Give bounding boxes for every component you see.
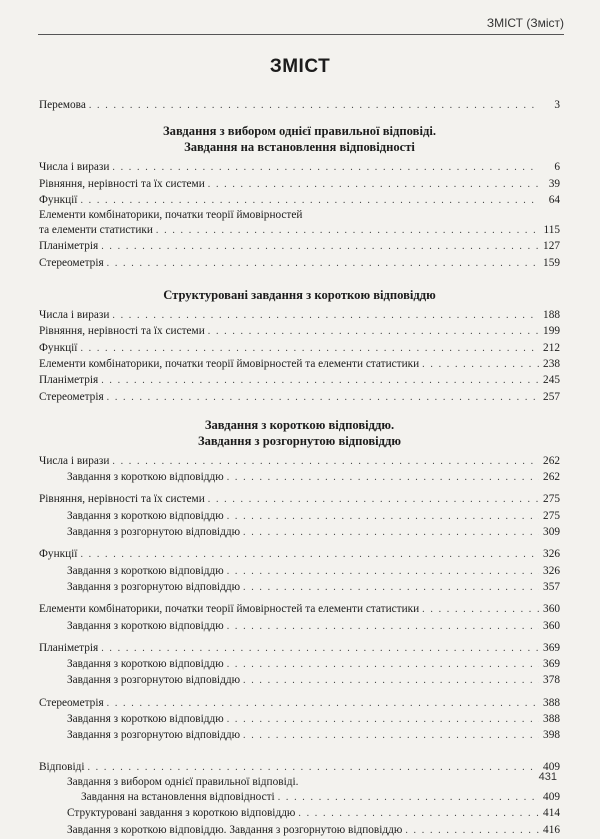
toc-entry-label: Планіметрія [39, 374, 99, 387]
leader-dots [243, 673, 539, 689]
toc-entry-page: 212 [543, 341, 560, 354]
toc-entry-label: Завдання з вибором однієї правильної відповіді. [67, 775, 299, 788]
leader-dots [80, 547, 539, 563]
leader-dots [107, 696, 539, 712]
toc-entry-label: Елементи комбінаторики, початки теорії ймовірностей та елементи статистики [39, 357, 420, 370]
leader-dots [405, 823, 539, 839]
toc-entry-page: 409 [543, 760, 560, 773]
toc-entry[interactable] [39, 238, 560, 254]
toc-entry-page: 326 [543, 564, 560, 577]
toc-entry-page: 360 [543, 619, 560, 632]
toc-entry-label: Завдання з короткою відповіддю [67, 564, 224, 577]
toc-entry[interactable] [39, 159, 560, 175]
toc-entry-page: 115 [543, 224, 560, 237]
toc-entry-label: Відповіді [39, 760, 85, 773]
leader-dots [101, 239, 539, 255]
table-of-contents [39, 97, 560, 838]
toc-entry[interactable] [39, 546, 560, 562]
toc-entry-label: Рівняння, нерівності та їх системи [39, 177, 205, 190]
toc-entry-label: Стереометрія [39, 256, 104, 269]
toc-entry[interactable] [39, 491, 560, 507]
toc-entry-page: 388 [543, 696, 560, 709]
toc-entry-page: 3 [554, 99, 560, 111]
toc-entry-page: 369 [543, 658, 560, 671]
toc-entry[interactable] [39, 307, 560, 323]
toc-entry-page: 388 [543, 713, 560, 726]
leader-dots [243, 728, 539, 744]
toc-entry-page: 309 [543, 526, 560, 539]
toc-entry-label: Структуровані завдання з короткою відповіддю [67, 807, 296, 820]
leader-dots [112, 308, 539, 324]
toc-entry-label: Завдання з розгорнутою відповіддю [67, 729, 241, 742]
toc-subentry[interactable] [39, 579, 560, 595]
toc-entry-page: 159 [543, 256, 560, 269]
toc-entry-page: 257 [543, 390, 560, 403]
toc-entry-label: Завдання з розгорнутою відповіддю [67, 580, 241, 593]
leader-dots [243, 580, 539, 596]
toc-entry-label: Функції [39, 193, 78, 206]
section-heading [39, 123, 560, 155]
toc-subentry[interactable] [39, 469, 560, 485]
toc-entry-label: Рівняння, нерівності та їх системи [39, 493, 205, 506]
leader-dots [208, 492, 539, 508]
leader-dots [422, 357, 539, 373]
leader-dots [112, 454, 539, 470]
toc-entry-label: Числа і вирази [39, 161, 110, 174]
toc-entry[interactable] [39, 372, 560, 388]
toc-entry-multiline[interactable] [39, 208, 560, 222]
toc-entry-label: Завдання на встановлення відповідності [81, 790, 275, 803]
toc-subentry[interactable] [39, 727, 560, 743]
toc-entry-page: 414 [543, 807, 560, 820]
toc-entry-page: 398 [543, 729, 560, 742]
toc-entry-page: 378 [543, 674, 560, 687]
toc-entry-label: Завдання з короткою відповіддю. Завдання з розгорнутою відповіддю [67, 823, 403, 836]
leader-dots [101, 641, 539, 657]
toc-entry[interactable] [39, 695, 560, 711]
leader-dots [227, 564, 539, 580]
leader-dots [227, 509, 539, 525]
toc-entry-label: Завдання з короткою відповіддю [67, 658, 224, 671]
toc-entry-label: Планіметрія [39, 641, 99, 654]
toc-subentry[interactable] [39, 618, 560, 634]
leader-dots [208, 324, 539, 340]
toc-entry-page: 357 [543, 580, 560, 593]
section-heading-line: Завдання на встановлення відповідності [184, 140, 415, 155]
toc-entry-page: 326 [543, 548, 560, 561]
toc-entry-page: 238 [543, 357, 560, 370]
toc-entry-label: Завдання з короткою відповіддю [67, 713, 224, 726]
toc-entry-label: Завдання з розгорнутою відповіддю [67, 526, 241, 539]
toc-entry[interactable] [39, 640, 560, 656]
leader-dots [422, 602, 539, 618]
toc-entry-label: Функції [39, 341, 78, 354]
toc-entry-label: Завдання з короткою відповіддю [67, 619, 224, 632]
leader-dots [87, 760, 539, 776]
toc-subentry[interactable] [39, 805, 560, 821]
toc-entry[interactable] [39, 323, 560, 339]
leader-dots [227, 619, 539, 635]
toc-entry-intro[interactable] [39, 97, 560, 113]
toc-subentry[interactable] [39, 789, 560, 805]
toc-entry-label: Завдання з короткою відповіддю [67, 471, 224, 484]
section-heading-line: Завдання з розгорнутою відповіддю [197, 433, 402, 448]
toc-subentry-multiline[interactable] [39, 775, 560, 789]
running-header: ЗМІСТ (Зміст) [38, 14, 564, 35]
leader-dots [243, 525, 539, 541]
page-title: ЗМІСТ [269, 56, 331, 77]
leader-dots [107, 256, 539, 272]
leader-dots [278, 790, 539, 806]
toc-entry-page: 275 [543, 509, 560, 522]
toc-subentry[interactable] [39, 672, 560, 688]
toc-entry[interactable] [39, 356, 560, 372]
toc-entry-label: Числа і вирази [39, 454, 110, 467]
toc-entry[interactable] [39, 176, 560, 192]
section-heading-line: Завдання з вибором однієї правильної відповіді. [163, 124, 436, 139]
toc-entry-page: 416 [543, 823, 560, 836]
toc-entry[interactable] [39, 453, 560, 469]
leader-dots [208, 177, 539, 193]
leader-dots [156, 223, 539, 239]
toc-entry-page: 188 [543, 309, 560, 322]
toc-entry-label: Завдання з короткою відповіддю [67, 509, 224, 522]
leader-dots [80, 193, 539, 209]
toc-entry-page: 360 [543, 603, 560, 616]
toc-entry-label: Перемова [39, 99, 86, 111]
toc-subentry[interactable] [39, 656, 560, 672]
toc-entry[interactable] [39, 255, 560, 271]
toc-entry[interactable] [39, 340, 560, 356]
leader-dots [107, 390, 539, 406]
section-heading [39, 417, 560, 449]
toc-entry-page: 64 [548, 193, 560, 206]
toc-entry-page: 262 [543, 454, 560, 467]
toc-subentry[interactable] [39, 822, 560, 838]
toc-entry[interactable] [39, 601, 560, 617]
toc-entry-label: Елементи комбінаторики, початки теорії ймовірностей [39, 209, 303, 222]
toc-entry-label: Планіметрія [39, 240, 99, 253]
leader-dots [89, 98, 539, 114]
page-number: 431 [538, 771, 557, 783]
toc-entry-page: 6 [554, 161, 560, 174]
toc-entry-page: 409 [543, 790, 560, 803]
toc-entry[interactable] [39, 192, 560, 208]
section-heading-line: Завдання з короткою відповіддю. [204, 417, 395, 432]
toc-subentry[interactable] [39, 711, 560, 727]
toc-entry-label: Функції [39, 548, 78, 561]
toc-entry-label: та елементи статистики [39, 224, 153, 237]
toc-entry-label: Стереометрія [39, 390, 104, 403]
toc-entry-page: 39 [548, 177, 560, 190]
toc-entry-page: 199 [543, 325, 560, 338]
toc-subentry[interactable] [39, 524, 560, 540]
toc-entry-page: 127 [543, 240, 560, 253]
leader-dots [298, 806, 539, 822]
toc-entry-page: 369 [543, 641, 560, 654]
leader-dots [112, 160, 539, 176]
toc-entry-label: Стереометрія [39, 696, 104, 709]
toc-entry-page: 275 [543, 493, 560, 506]
toc-entry-page: 262 [543, 471, 560, 484]
toc-entry[interactable] [39, 389, 560, 405]
toc-subentry[interactable] [39, 563, 560, 579]
toc-entry-page: 245 [543, 374, 560, 387]
section-heading: Структуровані завдання з короткою відповіддю [163, 288, 436, 303]
toc-subentry[interactable] [39, 508, 560, 524]
leader-dots [227, 470, 539, 486]
toc-entry-label: Елементи комбінаторики, початки теорії ймовірностей та елементи статистики [39, 603, 420, 616]
toc-entry-label: Рівняння, нерівності та їх системи [39, 325, 205, 338]
toc-entry-label: Числа і вирази [39, 309, 110, 322]
leader-dots [101, 373, 539, 389]
toc-entry-answers[interactable] [39, 759, 560, 775]
toc-entry-label: Завдання з розгорнутою відповіддю [67, 674, 241, 687]
leader-dots [227, 657, 539, 673]
toc-entry[interactable] [39, 222, 560, 238]
leader-dots [80, 341, 539, 357]
leader-dots [227, 712, 539, 728]
